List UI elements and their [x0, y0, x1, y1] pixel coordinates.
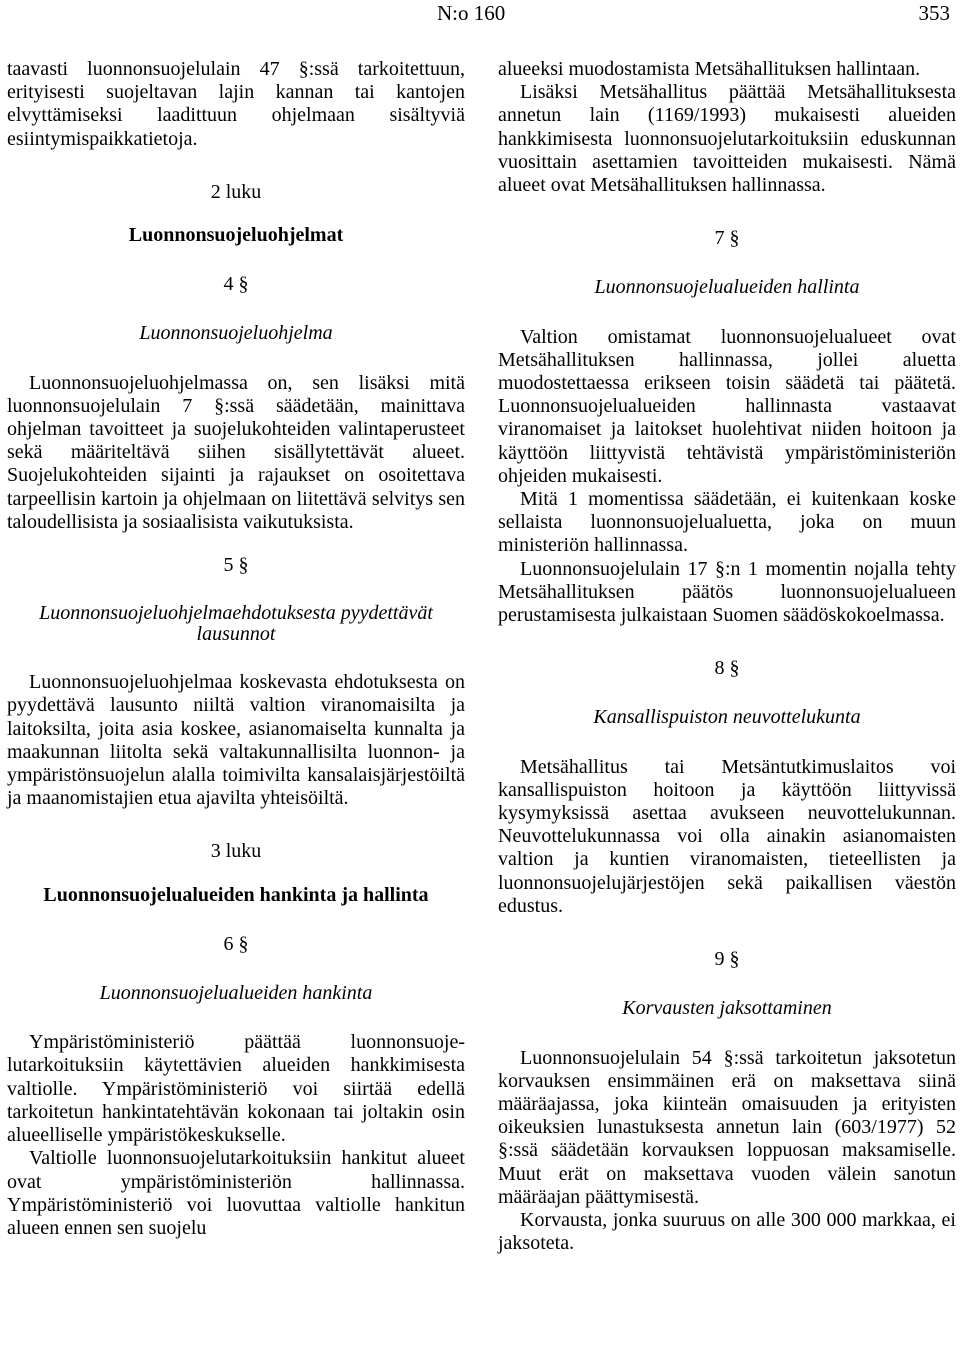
section-title: Luonnonsuojelualueiden hallinta: [594, 276, 860, 299]
page-number: 353: [918, 1, 950, 25]
chapter-title: Luonnonsuojelualueiden hankinta ja hallinta: [43, 883, 429, 906]
paragraph: Lisäksi Metsähallitus päättää Metsähallituksesta annetun lain (1169/1993) mukaisesti alueiden hankkimisesta luonnonsuojelutarkoituksiin eduskunnan vuosittain asettamien tavoitteiden mukaisesti. Nämä alueet ovat Metsähallituksen hallinnassa.: [498, 81, 956, 197]
section-title: Luonnonsuojeluohjelmaehdotuksesta pyydettävät lausunnot: [39, 602, 433, 646]
paragraph: Luonnonsuojeluohjelmaa koskevasta ehdotuksesta on pyydettävä lausunto niiltä valtion viranomaisilta ja laitoksilta, joita asia koskee, asianomaiselta kunnalta ja maakunnan liitolta sekä valtakunnallisilta luonnon- ja ympäristönsuojelun alalla toimivilta kansalaisjärjestöiltä ja maanomistajien etua ajavilta yhteisöiltä.: [7, 671, 465, 810]
chapter-label: 3 luku: [210, 840, 262, 863]
paragraph: Ympäristöministeriö päättää luonnonsuojelutarkoituksiin käytettävien alueiden hankkimisesta valtiolle. Ympäristöministeriö voi siirtää edellä tarkoitetun hankintatehtävän kokonaan tai joltakin osin alueelliselle ympäristökeskukselle.: [7, 1031, 465, 1147]
paragraph: Metsähallitus tai Metsäntutkimuslaitos voi kansallispuiston hoitoon ja käyttöön liittyvissä kysymyksissä asettaa avukseen neuvottelukunnan. Neuvottelukunnassa voi olla ainakin asianomaisten valtion ja kuntien viranomaisten, tieteellisten ja luonnonsuojelujärjestöjen sekä paikallisen väestön edustus.: [498, 755, 956, 917]
paragraph: Luonnonsuojeluohjelmassa on, sen lisäksi mitä luonnonsuojelulain 7 §:ssä säädetään, mainittava ohjelman tavoitteet ja suojelukohteiden valintaperusteet sekä määriteltävä siihen sisällytettävät alueet. Suojelukohteiden sijainti ja rajaukset on osoitettava tarpeellisin kartoin ja ohjelmaan on liitettävä selvitys sen taloudellisista ja sosiaalisista vaikutuksista.: [7, 371, 465, 533]
paragraph: Luonnonsuojelulain 17 §:n 1 momentin nojalla tehty Metsähallituksen päätös luonnonsuojelualueen perustamisesta julkaistaan Suomen säädöskokoelmassa.: [498, 557, 956, 627]
section-title: Luonnonsuojeluohjelma: [139, 322, 333, 345]
section-label: 6 §: [223, 932, 249, 955]
chapter-label: 2 luku: [210, 180, 262, 203]
section-title: Korvausten jaksottaminen: [622, 997, 832, 1020]
paragraph: Valtiolle luonnonsuojelutarkoituksiin hankitut alueet ovat ympäristöministeriön hallinnassa. Ympäristöministeriö voi luovuttaa valtiolle hankitun alueen ennen sen suojelu: [7, 1147, 465, 1239]
paragraph: Valtion omistamat luonnonsuojelualueet ovat Metsähallituksen hallinnassa, jollei aluetta muodostettaessa erikseen toisin säädetä tai päätetä. Luonnonsuojelualueiden hallinnasta vastaavat viranomaiset ja laitokset huolehtivat niiden hoitoon ja käyttöön liittyvistä tehtävistä ympäristöministeriön ohjeiden mukaisesti.: [498, 325, 956, 487]
section-label: 7 §: [714, 227, 740, 250]
chapter-title: Luonnonsuojeluohjelmat: [128, 224, 344, 247]
paragraph: Mitä 1 momentissa säädetään, ei kuitenkaan koske sellaista luonnonsuojelualuetta, joka on muun ministeriön hallinnassa.: [498, 488, 956, 557]
paragraph: alueeksi muodostamista Metsähallituksen hallintaan.: [498, 58, 921, 80]
paragraph: Luonnonsuojelulain 54 §:ssä tarkoitetun jaksotetun korvauksen ensimmäinen erä on maksettava siinä määräajassa, joka kiinteän omaisuuden ja erityisten oikeuksien lunastuksesta annetun lain (603/1977) 52 §:ssä säädetään korvauksen loppuosan maksamiselle. Muut erät on maksettava vuoden välein sanotun määräajan päättymisestä.: [498, 1046, 956, 1208]
section-title: Luonnonsuojelualueiden hankinta: [99, 982, 373, 1005]
right-column: [498, 58, 956, 1255]
left-column: [7, 58, 465, 1240]
section-label: 9 §: [714, 948, 740, 971]
section-label: 5 §: [223, 554, 249, 577]
paragraph: taavasti luonnonsuojelulain 47 §:ssä tarkoitettuun, erityisesti suojeltavan lajin kannan tai kantojen elvyttämiseksi laadittuun ohjelmaan sisältyviä esiintymispaikkatietoja.: [7, 58, 465, 150]
section-title: Kansallispuiston neuvottelukunta: [593, 706, 861, 729]
section-label: 4 §: [223, 273, 249, 296]
section-label: 8 §: [714, 657, 740, 680]
issue-number: N:o 160: [437, 1, 506, 25]
paragraph: Korvausta, jonka suuruus on alle 300 000 markkaa, ei jaksoteta.: [498, 1208, 956, 1255]
page-header: [0, 0, 960, 30]
